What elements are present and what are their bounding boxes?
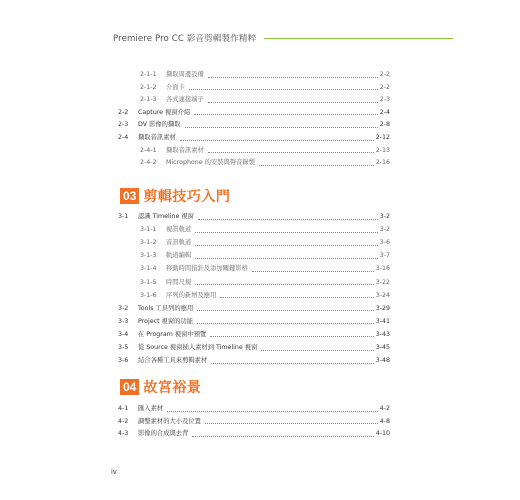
chapter-heading-03 bbox=[120, 186, 230, 206]
toc-entry-number: 3-5 bbox=[118, 344, 129, 351]
toc-entry-title: 序列的新增及應用 bbox=[166, 291, 217, 299]
toc-entry-page: 3-6 bbox=[379, 239, 390, 247]
toc-entry-page: 3-7 bbox=[379, 252, 390, 260]
toc-entry bbox=[118, 211, 390, 222]
toc-entry-page: 3-24 bbox=[375, 291, 390, 299]
chapter-title: 故宮裕景 bbox=[143, 380, 202, 396]
toc-entry-title: Capture 視窗介紹 bbox=[138, 108, 191, 116]
toc-entry-number: 3-3 bbox=[118, 317, 129, 325]
toc-entry bbox=[118, 403, 390, 414]
toc-entry-page: 2-2 bbox=[379, 71, 390, 78]
toc-entry-title: DV 影像的擷取 bbox=[138, 121, 181, 129]
toc-entry-title: Tools 工具列的應用 bbox=[138, 304, 194, 312]
toc-entry-number: 2-4 bbox=[118, 134, 129, 141]
toc-entry-title: Project 視窗的功能 bbox=[138, 317, 194, 325]
toc-entry-number: 3-1-6 bbox=[140, 291, 157, 299]
toc-entry-number: 2-1-3 bbox=[140, 96, 157, 104]
toc-entry-number: 2-2 bbox=[118, 108, 129, 116]
toc-entry-number: 4-1 bbox=[118, 405, 129, 412]
toc-entry-page: 3-2 bbox=[379, 226, 390, 234]
toc-entry-title: 在 Program 視窗中預覽 bbox=[138, 330, 207, 338]
header-rule bbox=[264, 38, 453, 39]
toc-entry bbox=[118, 416, 390, 427]
toc-subentry bbox=[140, 250, 390, 261]
toc-entry-page: 3-2 bbox=[379, 213, 390, 220]
toc-entry-number: 3-4 bbox=[118, 330, 129, 338]
running-header bbox=[113, 30, 453, 46]
dot-leader bbox=[194, 113, 377, 115]
toc-entry-page: 2-4 bbox=[379, 108, 390, 116]
dot-leader bbox=[252, 270, 374, 272]
toc-entry-number: 3-1-5 bbox=[140, 278, 157, 286]
dot-leader bbox=[197, 309, 373, 311]
dot-leader bbox=[220, 296, 373, 298]
chapter-number: 04 bbox=[120, 379, 139, 395]
toc-entry bbox=[118, 119, 390, 130]
toc-entry-title: 視訊軌道 bbox=[166, 226, 192, 234]
dot-leader bbox=[261, 349, 373, 351]
toc-entry-title: 移動時間指針及添加關鍵影格 bbox=[166, 265, 248, 273]
book-title: Premiere Pro CC 影音剪輯製作精粹 bbox=[113, 34, 257, 44]
toc-entry-page: 2-16 bbox=[375, 159, 390, 167]
toc-entry-page: 3-48 bbox=[375, 357, 390, 365]
toc-subentry bbox=[140, 290, 390, 301]
chapter-title: 剪輯技巧入門 bbox=[143, 189, 231, 205]
toc-entry-title: 軌道編輯 bbox=[166, 252, 192, 260]
chapter-number: 03 bbox=[120, 188, 139, 204]
toc-entry bbox=[118, 316, 390, 327]
toc-entry-page: 3-43 bbox=[375, 330, 390, 338]
toc-subentry bbox=[140, 82, 390, 93]
toc-subentry bbox=[140, 224, 390, 235]
toc-entry-number: 2-1-2 bbox=[140, 83, 157, 91]
toc-entry-title: 時間尺規 bbox=[166, 278, 192, 286]
toc-entry-page: 2-2 bbox=[379, 83, 390, 91]
toc-entry-title: 擷取音訊素材 bbox=[138, 134, 176, 141]
toc-entry-number: 2-1-1 bbox=[140, 71, 157, 78]
toc-entry-title: 介面卡 bbox=[166, 83, 185, 91]
toc-entry-title: 調整素材的大小及位置 bbox=[138, 417, 201, 425]
dot-leader bbox=[208, 76, 378, 78]
toc-entry-title: 匯入素材 bbox=[138, 405, 164, 412]
toc-entry-number: 4-2 bbox=[118, 417, 129, 425]
dot-leader bbox=[195, 244, 378, 246]
toc-entry-page: 3-22 bbox=[375, 278, 390, 286]
dot-leader bbox=[198, 218, 378, 220]
toc-entry-title: 影像的合成與去背 bbox=[138, 430, 189, 438]
toc-entry-page: 2-13 bbox=[375, 146, 390, 154]
dot-leader bbox=[195, 231, 378, 233]
toc-subentry bbox=[140, 157, 390, 168]
toc-entry-number: 3-1-1 bbox=[140, 226, 157, 234]
toc-entry-page: 2-8 bbox=[379, 121, 390, 129]
toc-entry-number: 3-1-4 bbox=[140, 265, 157, 273]
toc-entry-page: 3-41 bbox=[375, 317, 390, 325]
toc-entry bbox=[118, 342, 390, 353]
dot-leader bbox=[197, 322, 374, 324]
toc-entry bbox=[118, 303, 390, 314]
toc-entry-number: 3-2 bbox=[118, 304, 129, 312]
dot-leader bbox=[210, 335, 373, 337]
toc-entry-title: 擷取音訊素材 bbox=[166, 146, 204, 154]
dot-leader bbox=[189, 88, 378, 90]
toc-entry bbox=[118, 329, 390, 340]
dot-leader bbox=[205, 422, 378, 424]
dot-leader bbox=[208, 151, 374, 153]
toc-entry-title: 擷取周邊設備 bbox=[166, 71, 204, 78]
toc-entry-page: 2-3 bbox=[379, 96, 390, 104]
toc-entry-number: 2-3 bbox=[118, 121, 129, 129]
toc-entry-page: 4-8 bbox=[379, 417, 390, 425]
toc-entry-title: 從 Source 視窗插入素材到 Timeline 視窗 bbox=[138, 344, 258, 351]
toc-subentry bbox=[140, 145, 390, 156]
toc-entry-title: 結合各種工具來剪輯素材 bbox=[138, 357, 208, 365]
chapter-heading-04 bbox=[120, 377, 201, 397]
dot-leader bbox=[208, 101, 378, 103]
toc-entry bbox=[118, 107, 390, 118]
toc-subentry bbox=[140, 263, 390, 274]
toc-entry-page: 4-10 bbox=[375, 430, 390, 438]
dot-leader bbox=[259, 164, 374, 166]
toc-entry-page: 2-12 bbox=[375, 134, 390, 141]
dot-leader bbox=[211, 362, 373, 364]
toc-entry-page: 3-16 bbox=[375, 265, 390, 273]
dot-leader bbox=[195, 283, 374, 285]
toc-entry bbox=[118, 428, 390, 439]
toc-entry-number: 3-1-3 bbox=[140, 252, 157, 260]
toc-subentry bbox=[140, 277, 390, 288]
dot-leader bbox=[180, 139, 374, 141]
toc-entry-number: 3-1 bbox=[118, 213, 129, 220]
toc-entry-number: 3-1-2 bbox=[140, 239, 157, 247]
toc-entry-number: 2-4-2 bbox=[140, 159, 157, 167]
toc-entry bbox=[118, 132, 390, 143]
dot-leader bbox=[192, 435, 373, 437]
toc-entry-page: 3-45 bbox=[375, 344, 390, 351]
toc-subentry bbox=[140, 94, 390, 105]
toc-entry-page: 4-2 bbox=[379, 405, 390, 412]
toc-entry-number: 2-4-1 bbox=[140, 146, 157, 154]
toc-entry bbox=[118, 355, 390, 366]
toc-subentry bbox=[140, 69, 390, 80]
toc-entry-number: 4-3 bbox=[118, 430, 129, 438]
toc-subentry bbox=[140, 237, 390, 248]
page-number: iv bbox=[111, 468, 117, 476]
toc-entry-title: 認識 Timeline 視窗 bbox=[138, 213, 194, 220]
toc-entry-title: 各式連接端子 bbox=[166, 96, 204, 104]
toc-entry-page: 3-29 bbox=[375, 304, 390, 312]
toc-entry-number: 3-6 bbox=[118, 357, 129, 365]
dot-leader bbox=[185, 126, 378, 128]
dot-leader bbox=[195, 257, 378, 259]
toc-entry-title: Microphone 的安裝與聲音錄製 bbox=[166, 159, 256, 167]
dot-leader bbox=[167, 410, 378, 412]
toc-entry-title: 音訊軌道 bbox=[166, 239, 192, 247]
